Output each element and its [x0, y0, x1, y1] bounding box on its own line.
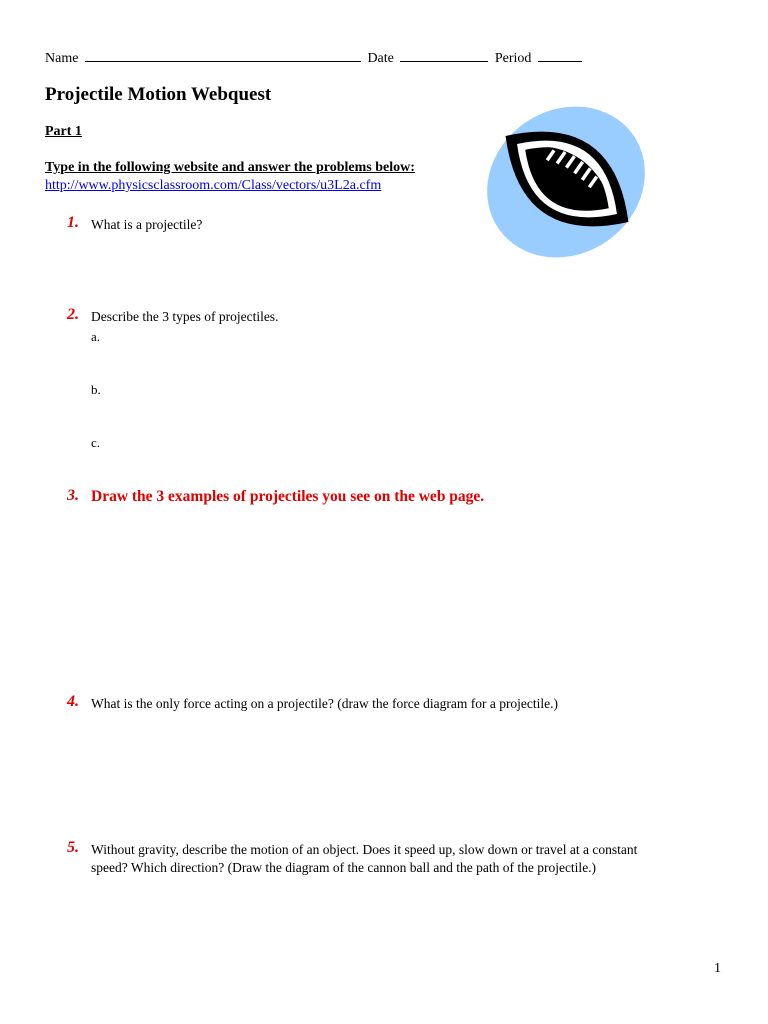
website-link[interactable]: http://www.physicsclassroom.com/Class/vectors/u3L2a.cfm [45, 178, 382, 193]
question-number: 2. [67, 306, 79, 323]
name-blank[interactable] [85, 47, 361, 62]
part-heading: Part 1 [45, 124, 82, 139]
question-number: 1. [67, 214, 79, 231]
period-label: Period [494, 51, 532, 66]
question-number: 5. [67, 839, 79, 856]
question-number: 4. [67, 693, 79, 710]
header-fields [45, 47, 585, 67]
question-2 [67, 306, 79, 324]
question-2-text: Describe the 3 types of projectiles. [91, 309, 279, 324]
answer-option-a: a. [91, 329, 101, 344]
question-5-text-line-1: Without gravity, describe the motion of an object. Does it speed up, slow down or travel at a constant [91, 842, 638, 857]
date-blank[interactable] [400, 47, 488, 62]
question-5 [67, 839, 79, 857]
question-number: 3. [67, 487, 79, 504]
question-4 [67, 693, 79, 711]
answer-option-c: c. [91, 435, 101, 450]
name-label: Name [45, 51, 79, 66]
document-title: Projectile Motion Webquest [45, 84, 272, 105]
question-3-text: Draw the 3 examples of projectiles you see on the web page. [91, 488, 485, 505]
page-number: 1 [714, 961, 721, 976]
question-4-text: What is the only force acting on a projectile? (draw the force diagram for a projectile.) [91, 696, 559, 711]
instruction-text: Type in the following website and answer the problems below: [45, 160, 415, 175]
period-blank[interactable] [538, 47, 582, 62]
question-5-text-line-2: speed? Which direction? (Draw the diagram of the cannon ball and the path of the projectile.) [91, 860, 597, 875]
question-3 [67, 487, 79, 505]
football-icon [482, 103, 652, 261]
question-1-text: What is a projectile? [91, 217, 203, 232]
question-1 [67, 214, 79, 232]
answer-option-b: b. [91, 382, 101, 397]
date-label: Date [367, 51, 394, 66]
